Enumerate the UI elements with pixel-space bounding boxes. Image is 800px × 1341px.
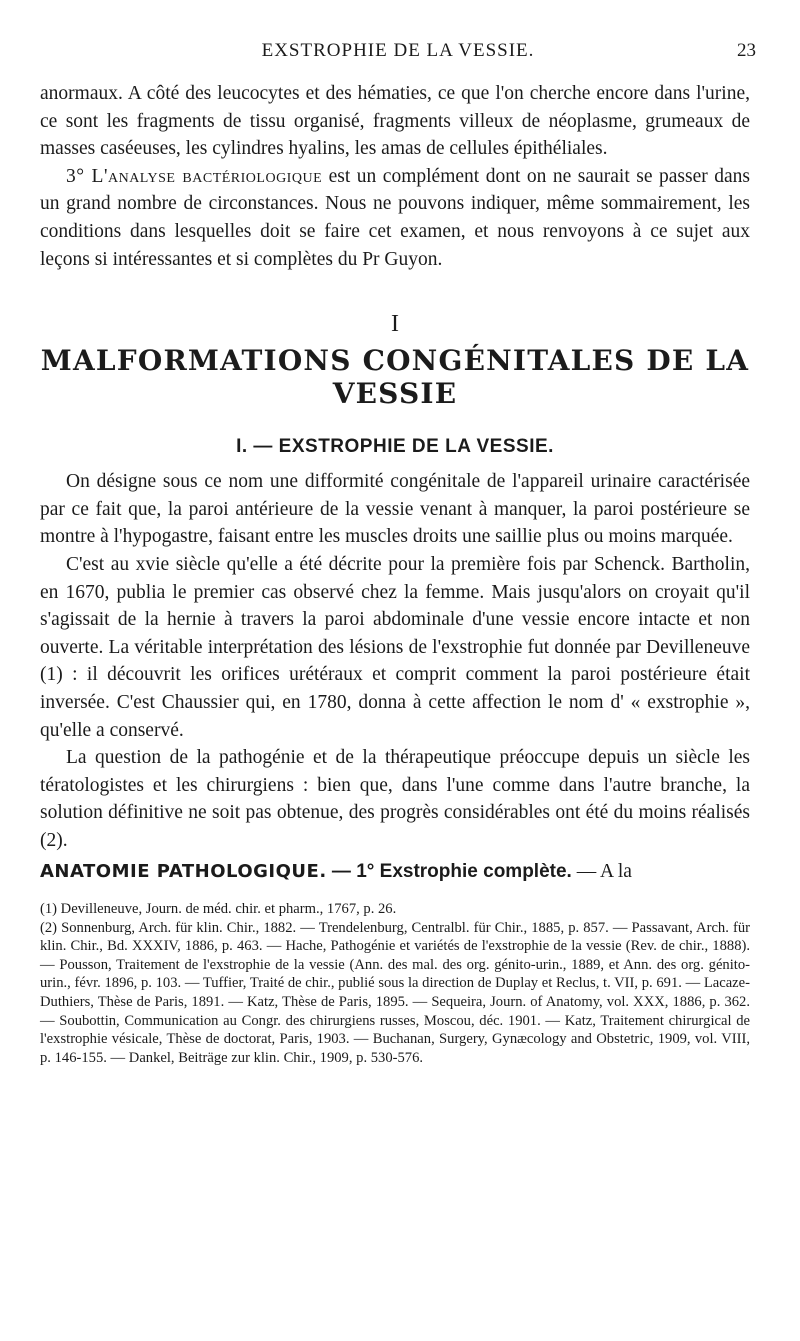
paragraph-continuation: anormaux. A côté des leucocytes et des hématies, ce que l'on cherche encore dans l'urine, ce sont les fragments de tissu organisé, fragments villeux de néoplasme, grumeaux de masses caséeuses, les cylindres hyalins, les amas de cellules épithéliales. (40, 83, 750, 160)
anatomy-text: — A la (571, 861, 632, 883)
footnote-1: (1) Devilleneuve, Journ. de méd. chir. et pharm., 1767, p. 26. (40, 901, 397, 918)
anatomy-heading-line (40, 858, 750, 886)
paragraph-bacteriology (40, 163, 750, 273)
running-head: EXSTROPHIE DE LA VESSIE. (261, 40, 535, 61)
part-number: I (391, 311, 399, 338)
paragraph-history: C'est au xvie siècle qu'elle a été décrite pour la première fois par Schenck. Bartholin, en 1670, publia le premier cas observé chez la femme. Mais jusqu'alors on croyait qu'il s'agissait de la hernie à travers la paroi abdominale d'une vessie encore intacte et non ouverte. La véritable interprétation des lésions de l'exstrophie fut donnée par Devilleneuve (1) : il découvrit les orifices urétéraux et comprit comment la paroi postérieure était inversée. C'est Chaussier qui, en 1780, donna à cette affection le nom d' « exstrophie », qu'elle a conservé. (40, 553, 750, 741)
page-body (40, 80, 750, 1067)
chapter-title: I. — EXSTROPHIE DE LA VESSIE. (236, 436, 554, 458)
part-title: MALFORMATIONS CONGÉNITALES DE LA VESSIE (40, 344, 750, 411)
bacteriology-text: est un complément dont on ne saurait se passer dans un grand nombre de circonstances. Nous ne pouvons indiquer, même sommairement, les conditions dans lesquelles doit se faire cet examen, et nous renvoyons à ce sujet aux leçons si intéressantes et si complètes du Pr Guyon. (40, 165, 750, 270)
paragraph-pathogeny: La question de la pathogénie et de la thérapeutique préoccupe depuis un siècle les tératologistes et les chirurgiens : bien que, dans l'une comme dans l'autre branche, la solution définitive ne soit pas obtenue, des progrès considérables ont été du moins réalisés (2). (40, 747, 750, 851)
footnote-2: (2) Sonnenburg, Arch. für klin. Chir., 1882. — Trendelenburg, Centralbl. für Chir., 1885, p. 857. — Passavant, Arch. für klin. Chir., Bd. XXXIV, 1886, p. 463. — Hache, Pathogénie et variétés de l'exstrophie de la vessie (Rev. de chir., 1888). — Pousson, Traitement de l'exstrophie de la vessie (Ann. des mal. des org. génito-urin., 1889, et Ann. des org. génito-urin., févr. 1896, p. 103. — Tuffier, Traité de chir., publié sous la direction de Duplay et Reclus, t. VII, p. 691. — Lacaze-Duthiers, Thèse de Paris, 1891. — Katz, Thèse de Paris, 1895. — Sequeira, Journ. of Anatomy, vol. XXX, 1886, p. 362. — Soubottin, Communication au Congr. des chirurgiens russes, Moscou, déc. 1901. — Katz, Traitement chirurgical de l'exstrophie vésicale, Thèse de doctorat, Paris, 1903. — Buchanan, Surgery, Gynæcology and Obstetric, 1909, vol. VIII, p. 146-155. — Dankel, Beiträge zur klin. Chir., 1909, p. 530-576. (40, 919, 750, 1066)
bacteriology-lead: 3° L'analyse bactériologique (66, 165, 323, 187)
footnotes (40, 900, 750, 1067)
page-header (40, 40, 756, 64)
anatomy-subheading: — 1° Exstrophie complète. (326, 861, 572, 883)
paragraph-definition: On désigne sous ce nom une difformité congénitale de l'appareil urinaire caractérisée par ce fait que, la paroi antérieure de la vessie venant à manquer, la paroi postérieure se montre à l'hypogastre, faisant entre les muscles droits une saillie plus ou moins marquée. (40, 471, 750, 548)
page-number: 23 (737, 40, 756, 61)
anatomy-heading: ANATOMIE PATHOLOGIQUE. (40, 861, 327, 883)
